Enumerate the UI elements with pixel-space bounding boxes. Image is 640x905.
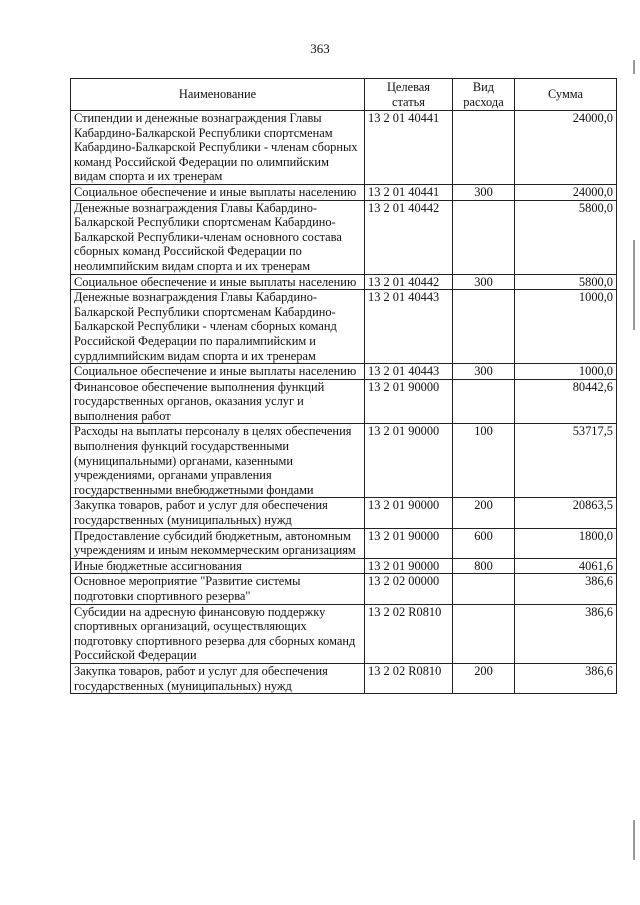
table-row — [71, 574, 617, 604]
cell-type: 800 — [453, 558, 515, 574]
cell-type: 200 — [453, 663, 515, 693]
scan-edge-mark — [633, 820, 635, 860]
budget-table — [70, 78, 617, 694]
cell-type — [453, 290, 515, 364]
cell-name: Субсидии на адресную финансовую поддержку спортивных организаций, осуществляющих подготовку спортивного резерва для сборных команд Российской Федерации — [71, 604, 365, 663]
cell-code: 13 2 01 40443 — [365, 364, 453, 380]
cell-code: 13 2 01 40442 — [365, 274, 453, 290]
cell-sum: 1000,0 — [515, 290, 617, 364]
cell-name: Расходы на выплаты персоналу в целях обеспечения выполнения функций государственными (муниципальными) органами, казенными учреждениями, органами управления государственными внебюджетными фондами — [71, 424, 365, 498]
table-row — [71, 528, 617, 558]
table-row — [71, 663, 617, 693]
page-number: 363 — [310, 41, 330, 56]
cell-code: 13 2 02 R0810 — [365, 663, 453, 693]
scan-edge-mark — [633, 240, 635, 330]
cell-name: Денежные вознаграждения Главы Кабардино-Балкарской Республики спортсменам Кабардино-Балкарской Республики - членам сборных команд Российской Федерации по паралимпийским и сурдлимпийским видам спорта и их тренерам — [71, 290, 365, 364]
header-code-line1: Целевая — [386, 79, 431, 94]
cell-code: 13 2 01 40441 — [365, 111, 453, 185]
cell-sum: 20863,5 — [515, 498, 617, 528]
cell-code: 13 2 01 40441 — [365, 184, 453, 200]
cell-sum: 1800,0 — [515, 528, 617, 558]
header-type-line1: Вид — [472, 79, 495, 94]
cell-code: 13 2 02 00000 — [365, 574, 453, 604]
cell-name: Предоставление субсидий бюджетным, автономным учреждениям и иным некоммерческим организациям — [71, 528, 365, 558]
cell-name: Денежные вознаграждения Главы Кабардино-Балкарской Республики спортсменам Кабардино-Балкарской Республики-членам основного состава сборных команд Российской Федерации по неолимпийским видам спорта и их тренерам — [71, 200, 365, 274]
table-row — [71, 274, 617, 290]
cell-code: 13 2 01 90000 — [365, 424, 453, 498]
cell-sum: 4061,6 — [515, 558, 617, 574]
header-sum: Сумма — [515, 79, 617, 111]
table-header-row — [71, 79, 617, 111]
cell-type: 300 — [453, 184, 515, 200]
cell-sum: 24000,0 — [515, 184, 617, 200]
cell-code: 13 2 01 90000 — [365, 379, 453, 424]
cell-name: Финансовое обеспечение выполнения функций государственных органов, оказания услуг и выполнения работ — [71, 379, 365, 424]
cell-sum: 386,6 — [515, 574, 617, 604]
cell-name: Закупка товаров, работ и услуг для обеспечения государственных (муниципальных) нужд — [71, 498, 365, 528]
cell-code: 13 2 01 90000 — [365, 528, 453, 558]
header-type-line2: расхода — [463, 94, 504, 109]
table-row — [71, 184, 617, 200]
cell-name: Основное мероприятие "Развитие системы подготовки спортивного резерва" — [71, 574, 365, 604]
cell-name: Иные бюджетные ассигнования — [71, 558, 365, 574]
cell-code: 13 2 01 40443 — [365, 290, 453, 364]
table-body — [71, 111, 617, 694]
table-row — [71, 290, 617, 364]
cell-type: 300 — [453, 274, 515, 290]
table-row — [71, 111, 617, 185]
cell-type — [453, 111, 515, 185]
cell-type — [453, 574, 515, 604]
cell-name: Социальное обеспечение и иные выплаты населению — [71, 274, 365, 290]
cell-type: 300 — [453, 364, 515, 380]
cell-sum: 24000,0 — [515, 111, 617, 185]
cell-sum: 386,6 — [515, 604, 617, 663]
cell-code: 13 2 02 R0810 — [365, 604, 453, 663]
cell-sum: 5800,0 — [515, 274, 617, 290]
cell-type: 100 — [453, 424, 515, 498]
cell-sum: 80442,6 — [515, 379, 617, 424]
cell-code: 13 2 01 90000 — [365, 558, 453, 574]
table-row — [71, 200, 617, 274]
cell-code: 13 2 01 90000 — [365, 498, 453, 528]
cell-code: 13 2 01 40442 — [365, 200, 453, 274]
cell-name: Социальное обеспечение и иные выплаты населению — [71, 364, 365, 380]
table-row — [71, 379, 617, 424]
cell-name: Социальное обеспечение и иные выплаты населению — [71, 184, 365, 200]
cell-sum: 5800,0 — [515, 200, 617, 274]
cell-type: 600 — [453, 528, 515, 558]
header-name: Наименование — [71, 79, 365, 111]
cell-sum: 386,6 — [515, 663, 617, 693]
scan-edge-mark — [633, 60, 635, 74]
cell-type — [453, 604, 515, 663]
header-code-line2: статья — [391, 94, 425, 109]
header-code — [365, 79, 453, 111]
table-row — [71, 604, 617, 663]
header-type — [453, 79, 515, 111]
cell-type: 200 — [453, 498, 515, 528]
cell-name: Стипендии и денежные вознаграждения Главы Кабардино-Балкарской Республики спортсменам Кабардино-Балкарской Республики - членам сборных команд Российской Федерации по олимпийским видам спорта и их тренерам — [71, 111, 365, 185]
cell-sum: 53717,5 — [515, 424, 617, 498]
table-row — [71, 558, 617, 574]
cell-name: Закупка товаров, работ и услуг для обеспечения государственных (муниципальных) нужд — [71, 663, 365, 693]
cell-type — [453, 200, 515, 274]
table-row — [71, 498, 617, 528]
table-row — [71, 424, 617, 498]
cell-type — [453, 379, 515, 424]
table-row — [71, 364, 617, 380]
cell-sum: 1000,0 — [515, 364, 617, 380]
